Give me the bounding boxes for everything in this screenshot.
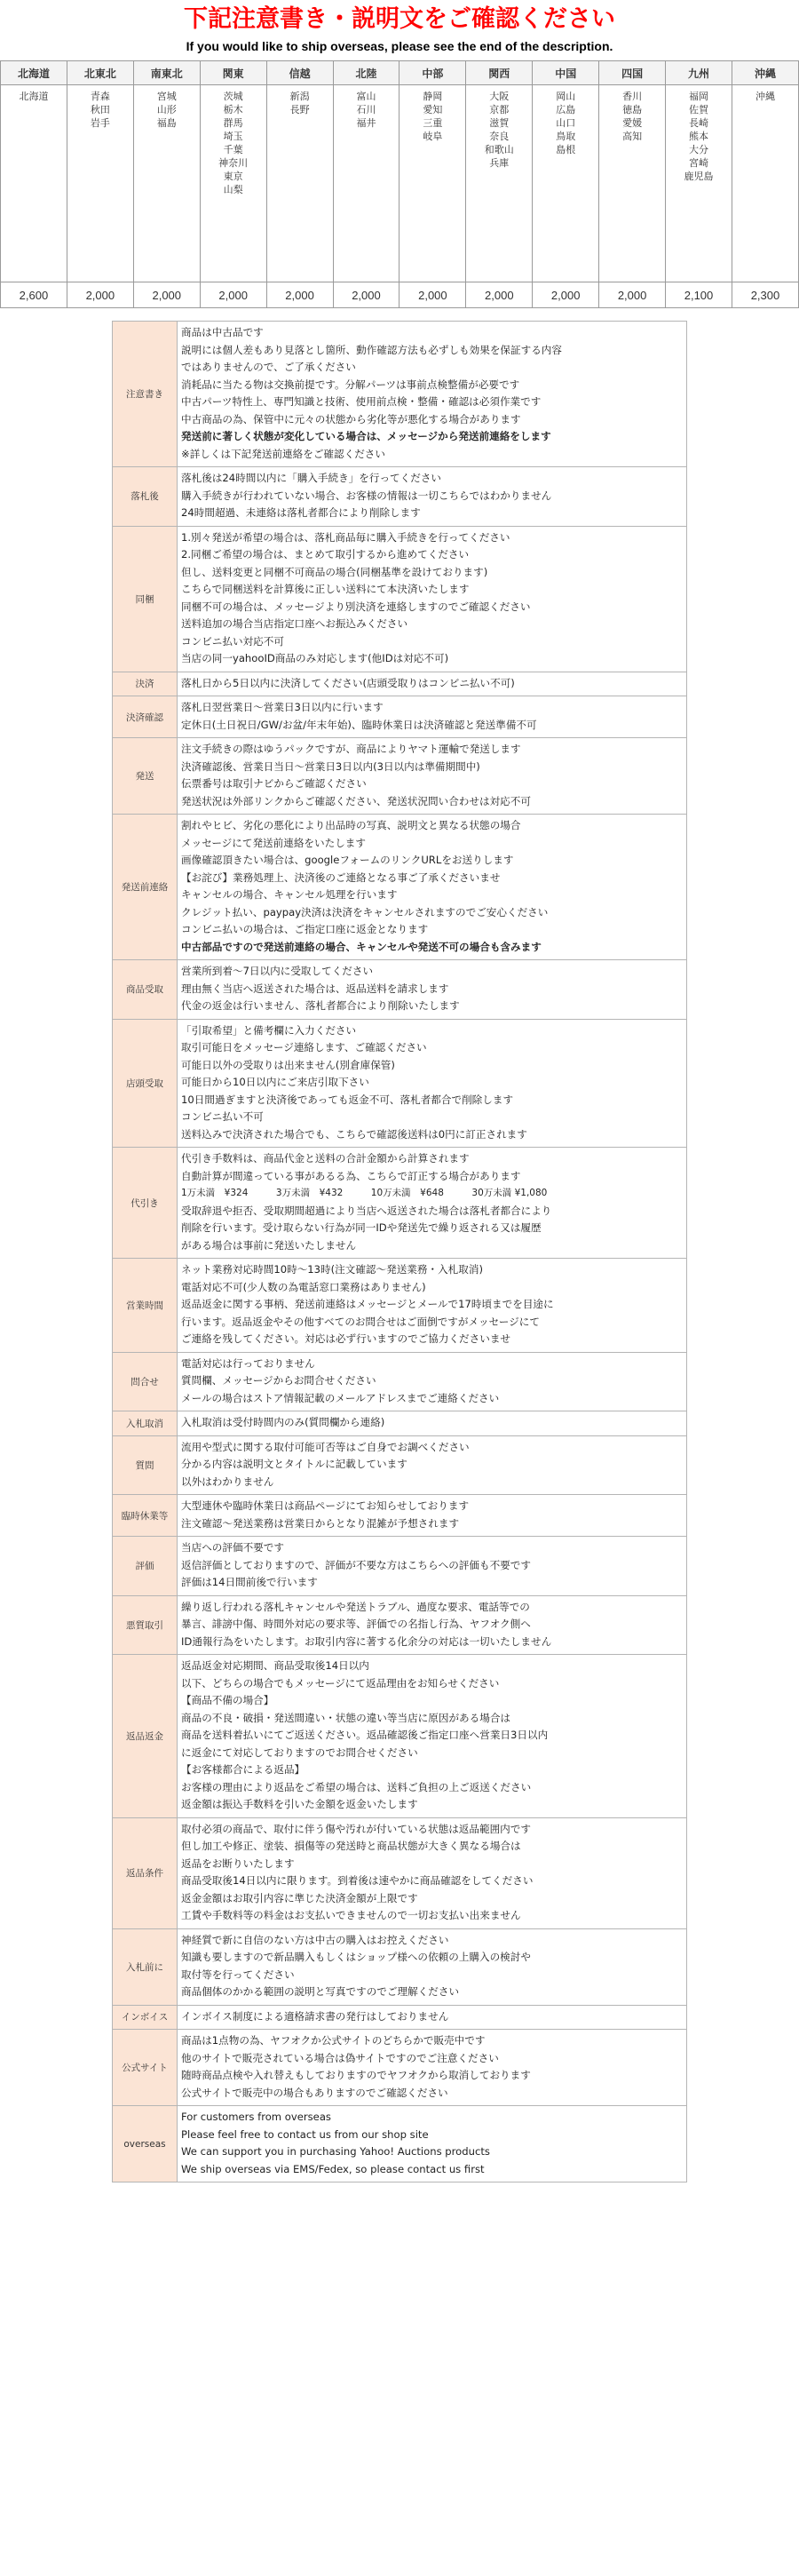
region-prefectures: [200, 85, 266, 282]
region-name: 四国: [599, 61, 666, 85]
note-content: [178, 1019, 687, 1148]
note-line: 電話対応不可(少人数の為電話窓口業務はありません): [181, 1280, 426, 1293]
prefecture-name: 香川: [622, 91, 643, 102]
prefecture-name: 沖縄: [755, 91, 775, 102]
region-name: 北陸: [333, 61, 400, 85]
prefecture-name: 千葉: [223, 144, 243, 155]
prefecture-name: 熊本: [689, 131, 709, 142]
note-row: [113, 1259, 687, 1353]
note-content: [178, 1435, 687, 1495]
note-label: overseas: [113, 2106, 178, 2182]
note-row: [113, 467, 687, 527]
prefecture-name: 愛知: [423, 104, 443, 115]
note-label: 商品受取: [113, 960, 178, 1020]
prefecture-name: 宮崎: [689, 157, 709, 169]
note-line: 1万未満 ¥324 3万未満 ¥432 10万未満 ¥648 30万未満 ¥1,080: [181, 1188, 548, 1198]
region-prefectures: [133, 85, 200, 282]
note-content: [178, 960, 687, 1020]
note-row: [113, 738, 687, 815]
note-line: 神経質で新に自信のない方は中古の購入はお控えください: [181, 1933, 449, 1946]
note-line: 代引き手数料は、商品代金と送料の合計金額から計算されます: [181, 1152, 470, 1165]
note-content: [178, 815, 687, 960]
prefecture-name: 岐阜: [423, 131, 443, 142]
note-line: 大型連休や臨時休業日は商品ページにてお知らせしております: [181, 1499, 470, 1512]
note-line: 暴言、誹謗中傷、時間外対応の要求等、評価での名指し行為、ヤフオク側へ: [181, 1618, 531, 1630]
note-content: [178, 1595, 687, 1655]
prefecture-name: 長野: [289, 104, 310, 115]
note-row: [113, 2106, 687, 2182]
note-label: 返品返金: [113, 1655, 178, 1818]
note-line: 発送前に著しく状態が変化している場合は、メッセージから発送前連絡をします: [181, 430, 551, 442]
note-row: [113, 696, 687, 738]
note-line: 以下、どちらの場合でもメッセージにて返品理由をお知らせください: [181, 1676, 500, 1690]
note-line: 評価は14日間前後で行います: [181, 1576, 318, 1588]
prefecture-name: 石川: [356, 104, 376, 115]
prefecture-name: 長崎: [689, 117, 709, 129]
note-row: [113, 1817, 687, 1928]
region-name: 九州: [666, 61, 732, 85]
prefecture-name: 秋田: [90, 104, 110, 115]
prefecture-name: 福岡: [689, 91, 709, 102]
note-line: 当店の同一yahooID商品のみ対応します(他IDは対応不可): [181, 652, 449, 664]
note-content: [178, 1259, 687, 1353]
note-line: 【商品不備の場合】: [181, 1694, 274, 1706]
note-label: 公式サイト: [113, 2030, 178, 2106]
prefecture-name: 山形: [156, 104, 177, 115]
note-line: Please feel free to contact us from our shop site: [181, 2127, 429, 2141]
region-prefectures: [400, 85, 466, 282]
note-line: 但し加工や修正、塗装、損傷等の発送時と商品状態が大きく異なる場合は: [181, 1840, 521, 1852]
note-content: [178, 2005, 687, 2030]
note-line: 商品を送料着払いにてご返送ください。返品確認後ご指定口座へ営業日3日以内: [181, 1729, 549, 1741]
note-line: 営業所到着〜7日以内に受取してください: [181, 965, 374, 977]
note-row: [113, 1495, 687, 1537]
prefecture-name: 愛媛: [622, 117, 643, 129]
note-line: コンビニ払いの場合は、ご指定口座に返金となります: [181, 923, 429, 935]
note-label: 同梱: [113, 526, 178, 672]
note-label: 臨時休業等: [113, 1495, 178, 1537]
note-line: 流用や型式に関する取付可能可否等はご自身でお調べください: [181, 1440, 470, 1453]
region-prefectures: [666, 85, 732, 282]
note-line: 【お客様都合による返品】: [181, 1763, 305, 1776]
note-line: 【お詫び】業務処理上、決済後のご連絡となる事ご了承くださいませ: [181, 871, 501, 884]
prefecture-name: 山口: [556, 117, 576, 129]
note-row: [113, 672, 687, 696]
note-line: 取付必須の商品で、取付に伴う傷や汚れが付いている状態は返品範囲内です: [181, 1822, 531, 1835]
note-line: 行います。返品返金やその他すべてのお問合せはご面倒ですがメッセージにて: [181, 1315, 540, 1328]
prefecture-name: 兵庫: [489, 157, 510, 169]
shipping-region-row: [1, 61, 799, 85]
prefecture-name: 広島: [556, 104, 576, 115]
prefecture-name: 佐賀: [689, 104, 709, 115]
note-line: 電話対応は行っておりません: [181, 1356, 315, 1370]
region-price: 2,100: [666, 282, 732, 308]
note-label: 問合せ: [113, 1352, 178, 1411]
note-line: 24時間超過、未連絡は落札者都合により削除します: [181, 506, 421, 519]
note-line: 割れやヒビ、劣化の悪化により出品時の写真、説明文と異なる状態の場合: [181, 819, 521, 831]
note-line: ※詳しくは下記発送前連絡をご確認ください: [181, 447, 385, 460]
note-label: 評価: [113, 1537, 178, 1596]
note-line: 落札後は24時間以内に「購入手続き」を行ってください: [181, 472, 442, 484]
page-title: 下記注意書き・説明文をご確認ください: [184, 5, 615, 33]
region-price: 2,000: [533, 282, 599, 308]
note-line: 中古商品の為、保管中に元々の状態から劣化等が悪化する場合があります: [181, 412, 521, 425]
region-name: 中国: [533, 61, 599, 85]
note-content: [178, 696, 687, 738]
prefecture-name: 茨城: [223, 91, 243, 102]
note-row: [113, 2005, 687, 2030]
note-line: 削除を行います。受け取らない行為が同一IDや発送先で繰り返される又は履歴: [181, 1221, 542, 1234]
region-prefectures: [1, 85, 67, 282]
region-prefectures: [732, 85, 798, 282]
note-row: [113, 1655, 687, 1818]
note-label: 営業時間: [113, 1259, 178, 1353]
prefecture-name: 三重: [423, 117, 443, 129]
prefecture-name: 福井: [356, 117, 376, 129]
note-content: [178, 1352, 687, 1411]
prefecture-name: 鳥取: [556, 131, 576, 142]
note-line: 自動計算が間違っている事があるる為、こちらで訂正する場合があります: [181, 1169, 521, 1182]
shipping-prefecture-row: [1, 85, 799, 282]
note-line: 同梱不可の場合は、メッセージより別決済を連絡しますのでご確認ください: [181, 600, 531, 613]
note-content: [178, 1411, 687, 1436]
note-line: 以外はわかりません: [181, 1475, 274, 1488]
note-line: 知識も要しますので新品購入もしくはショップ様への依頼の上購入の検討や: [181, 1951, 531, 1963]
note-line: お客様の理由により返品をご希望の場合は、送料ご負担の上ご返送ください: [181, 1780, 532, 1793]
note-label: 発送前連絡: [113, 815, 178, 960]
region-price: 2,000: [400, 282, 466, 308]
note-label: 決済: [113, 672, 178, 696]
prefecture-name: 鹿児島: [684, 171, 714, 182]
note-content: [178, 1928, 687, 2005]
note-line: 10日間過ぎますと決済後であっても返金不可、落札者都合で削除します: [181, 1093, 514, 1106]
region-price: 2,000: [200, 282, 266, 308]
note-content: [178, 2030, 687, 2106]
note-line: 画像確認頂きたい場合は、googleフォームのリンクURLをお送りします: [181, 854, 514, 866]
note-content: [178, 672, 687, 696]
note-line: 説明には個人差もあり見落とし箇所、動作確認方法も必ずしも効果を保証する内容: [181, 343, 562, 356]
note-line: 随時商品点検や入れ替えもしておりますのでヤフオクから取消しております: [181, 2069, 531, 2081]
note-content: [178, 738, 687, 815]
prefecture-name: 徳島: [622, 104, 643, 115]
note-line: 受取辞退や拒否、受取期間超過により当店へ返送された場合は落札者都合により: [181, 1204, 552, 1217]
region-price: 2,000: [599, 282, 666, 308]
note-line: 商品個体のかかる範囲の説明と写真ですのでご理解ください: [181, 1985, 460, 1998]
region-name: 中部: [400, 61, 466, 85]
note-label: 悪質取引: [113, 1595, 178, 1655]
note-line: キャンセルの場合、キャンセル処理を行います: [181, 888, 398, 901]
note-line: 商品の不良・破損・発送間違い・状態の違い等当店に原因がある場合は: [181, 1711, 511, 1724]
note-line: 2.同梱ご希望の場合は、まとめて取引するから進めてください: [181, 548, 470, 561]
prefecture-name: 岡山: [556, 91, 576, 102]
note-row: [113, 1595, 687, 1655]
note-label: 決済確認: [113, 696, 178, 738]
note-line: 定休日(土日祝日/GW/お盆/年末年始)、臨時休業日は決済確認と発送準備不可: [181, 718, 537, 731]
note-line: 商品は1点物の為、ヤフオクか公式サイトのどちらかで販売中です: [181, 2034, 486, 2047]
prefecture-name: 岩手: [90, 117, 110, 129]
notes-table: [112, 321, 687, 2182]
note-row: [113, 1148, 687, 1259]
region-price: 2,000: [333, 282, 400, 308]
note-row: [113, 1019, 687, 1148]
region-price: 2,000: [266, 282, 333, 308]
region-name: 北海道: [1, 61, 67, 85]
shipping-price-row: [1, 282, 799, 308]
note-line: 返品返金に関する事柄、発送前連絡はメッセージとメールで17時頃までを目途に: [181, 1298, 554, 1310]
note-content: [178, 1148, 687, 1259]
note-label: インボイス: [113, 2005, 178, 2030]
prefecture-name: 神奈川: [218, 157, 249, 169]
note-line: 可能日以外の受取りは出来ません(別倉庫保管): [181, 1058, 395, 1071]
note-line: 取引可能日をメッセージ連絡します、ご確認ください: [181, 1041, 427, 1053]
prefecture-name: 北海道: [19, 91, 49, 102]
note-line: 他のサイトで販売されている場合は偽サイトですのでご注意ください: [181, 2051, 499, 2064]
region-prefectures: [333, 85, 400, 282]
note-line: 分かる内容は説明文とタイトルに記載しています: [181, 1458, 407, 1470]
note-line: 理由無く当店へ返送された場合は、返品送料を請求します: [181, 982, 449, 995]
note-row: [113, 1537, 687, 1596]
note-line: インボイス制度による適格請求書の発行はしておりません: [181, 2009, 449, 2023]
note-row: [113, 322, 687, 467]
note-row: [113, 1435, 687, 1495]
note-line: クレジット払い、paypay決済は決済をキャンセルされますのでご安心ください: [181, 905, 549, 918]
note-line: に返金にて対応しておりますのでお問合せください: [181, 1745, 418, 1759]
note-line: 送料込みで決済された場合でも、こちらで確認後送料は0円に訂正されます: [181, 1127, 527, 1141]
note-line: 工賃や手数料等の料金はお支払いできませんので一切お支払い出来ません: [181, 1909, 521, 1921]
note-line: メールの場合はストア情報記載のメールアドレスまでご連絡ください: [181, 1391, 500, 1404]
note-line: 商品受取後14日以内に限ります。到着後は速やかに商品確認をしてください: [181, 1874, 534, 1887]
prefecture-name: 福島: [156, 117, 177, 129]
prefecture-name: 京都: [489, 104, 510, 115]
note-label: 入札取消: [113, 1411, 178, 1436]
note-label: 代引き: [113, 1148, 178, 1259]
note-line: 発送状況は外部リンクからご確認ください、発送状況問い合わせは対応不可: [181, 794, 531, 807]
prefecture-name: 東京: [223, 171, 243, 182]
note-line: コンビニ払い対応不可: [181, 634, 284, 648]
note-row: [113, 815, 687, 960]
region-name: 関西: [466, 61, 533, 85]
note-line: ではありませんので、ご了承ください: [181, 361, 356, 373]
note-line: 返品返金対応期間、商品受取後14日以内: [181, 1659, 369, 1672]
note-line: 質問欄、メッセージからお問合せください: [181, 1374, 376, 1387]
region-price: 2,000: [466, 282, 533, 308]
note-label: 落札後: [113, 467, 178, 527]
note-label: 質問: [113, 1435, 178, 1495]
note-line: 購入手続きが行われていない場合、お客様の情報は一切こちらではわかりません: [181, 489, 552, 502]
note-content: [178, 467, 687, 527]
prefecture-name: 群馬: [223, 117, 243, 129]
region-price: 2,300: [732, 282, 798, 308]
prefecture-name: 高知: [622, 131, 643, 142]
region-name: 南東北: [133, 61, 200, 85]
prefecture-name: 富山: [356, 91, 376, 102]
note-line: ご連絡を残してください。対応は必ず行いますのでご協力くださいませ: [181, 1332, 511, 1345]
region-name: 北東北: [67, 61, 133, 85]
note-line: 注文手続きの際はゆうパックですが、商品によりヤマト運輸で発送します: [181, 743, 521, 755]
note-line: メッセージにて発送前連絡をいたします: [181, 836, 366, 849]
region-prefectures: [67, 85, 133, 282]
region-name: 関東: [200, 61, 266, 85]
region-prefectures: [266, 85, 333, 282]
note-line: 送料追加の場合当店指定口座へお振込みください: [181, 617, 408, 630]
note-line: 返金金額はお取引内容に準じた決済金額が上限です: [181, 1891, 418, 1904]
note-line: 代金の返金は行いません、落札者都合により削除いたします: [181, 999, 460, 1012]
note-line: ネット業務対応時間10時〜13時(注文確認〜発送業務・入札取消): [181, 1263, 483, 1276]
region-price: 2,600: [1, 282, 67, 308]
region-name: 信越: [266, 61, 333, 85]
prefecture-name: 静岡: [423, 91, 443, 102]
prefecture-name: 奈良: [489, 131, 510, 142]
prefecture-name: 青森: [90, 91, 110, 102]
note-line: 中古パーツ特性上、専門知識と技術、使用前点検・整備・確認は必須作業です: [181, 395, 542, 408]
note-line: 商品は中古品です: [181, 326, 264, 338]
region-prefectures: [599, 85, 666, 282]
note-line: 返品をお断りいたします: [181, 1856, 295, 1870]
note-line: 返金額は振込手数料を引いた金額を返金いたします: [181, 1798, 418, 1810]
note-label: 注意書き: [113, 322, 178, 467]
note-content: [178, 322, 687, 467]
note-label: 発送: [113, 738, 178, 815]
note-line: がある場合は事前に発送いたしません: [181, 1238, 357, 1252]
region-prefectures: [466, 85, 533, 282]
note-row: [113, 2030, 687, 2106]
page-subtitle: If you would like to ship overseas, please see the end of the description.: [186, 39, 613, 53]
prefecture-name: 栃木: [223, 104, 243, 115]
prefecture-name: 新潟: [289, 91, 310, 102]
note-label: 入札前に: [113, 1928, 178, 2005]
note-line: 消耗品に当たる物は交換前提です。分解パーツは事前点検整備が必要です: [181, 378, 520, 391]
note-row: [113, 1928, 687, 2005]
region-name: 沖縄: [732, 61, 798, 85]
prefecture-name: 埼玉: [223, 131, 243, 142]
note-label: 店頭受取: [113, 1019, 178, 1148]
note-line: 決済確認後、営業日当日〜営業日3日以内(3日以内は準備期間中): [181, 759, 480, 773]
prefecture-name: 大阪: [489, 91, 510, 102]
note-line: We can support you in purchasing Yahoo! Auctions products: [181, 2145, 490, 2158]
region-prefectures: [533, 85, 599, 282]
note-line: For customers from overseas: [181, 2111, 331, 2123]
note-line: 中古部品ですので発送前連絡の場合、キャンセルや発送不可の場合も含みます: [181, 940, 542, 953]
prefecture-name: 島根: [556, 144, 576, 155]
prefecture-name: 宮城: [156, 91, 177, 102]
note-line: 落札日から5日以内に決済してください(店頭受取りはコンビニ払い不可): [181, 676, 515, 689]
note-line: 繰り返し行われる落札キャンセルや発送トラブル、過度な要求、電話等での: [181, 1600, 530, 1613]
note-row: [113, 1352, 687, 1411]
note-row: [113, 1411, 687, 1436]
note-line: 入札取消は受付時間内のみ(質問欄から連絡): [181, 1416, 385, 1428]
prefecture-name: 山梨: [223, 184, 243, 195]
note-line: We ship overseas via EMS/Fedex, so please contact us first: [181, 2162, 485, 2175]
prefecture-name: 大分: [689, 144, 709, 155]
note-row: [113, 960, 687, 1020]
note-line: 公式サイトで販売中の場合もありますのでご確認ください: [181, 2086, 448, 2099]
note-row: [113, 526, 687, 672]
shipping-table: [0, 60, 799, 308]
prefecture-name: 和歌山: [484, 144, 514, 155]
note-line: 落札日翌営業日〜営業日3日以内に行います: [181, 701, 384, 713]
note-line: 「引取希望」と備考欄に入力ください: [181, 1023, 357, 1037]
note-line: 伝票番号は取引ナビからご確認ください: [181, 777, 367, 790]
region-price: 2,000: [133, 282, 200, 308]
note-content: [178, 2106, 687, 2182]
note-line: 取付等を行ってください: [181, 1968, 295, 1981]
note-line: 当店への評価不要です: [181, 1541, 284, 1554]
note-content: [178, 1817, 687, 1928]
note-line: 注文確認〜発送業務は営業日からとなり混雑が予想されます: [181, 1516, 460, 1530]
note-content: [178, 1655, 687, 1818]
region-price: 2,000: [67, 282, 133, 308]
note-line: 可能日から10日以内にご来店引取下さい: [181, 1076, 369, 1088]
note-line: 1.別々発送が希望の場合は、落札商品毎に購入手続きを行ってください: [181, 530, 510, 544]
note-content: [178, 1495, 687, 1537]
note-content: [178, 1537, 687, 1596]
note-line: 返信評価としておりますので、評価が不要な方はこちらへの評価も不要です: [181, 1558, 531, 1571]
note-line: 但し、送料変更と同梱不可商品の場合(同梱基準を設けております): [181, 565, 488, 578]
note-line: コンビニ払い不可: [181, 1110, 264, 1123]
note-label: 返品条件: [113, 1817, 178, 1928]
prefecture-name: 滋賀: [489, 117, 510, 129]
note-line: ID通報行為をいたします。お取引内容に著する化余分の対応は一切いたしません: [181, 1634, 552, 1648]
note-line: こちらで同梱送料を計算後に正しい送料にて本決済いたします: [181, 583, 470, 595]
note-content: [178, 526, 687, 672]
